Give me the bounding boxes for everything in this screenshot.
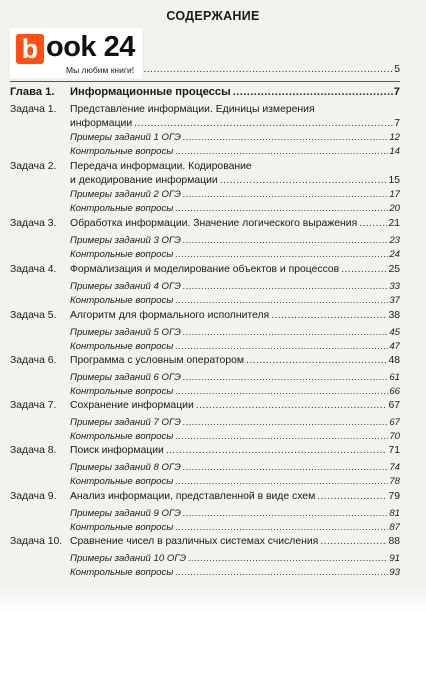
sub-entry-title: Примеры заданий 4 ОГЭ ..... xyxy=(70,280,400,294)
toc-task-row[interactable] xyxy=(0,354,426,368)
sub-entry-page: 74 xyxy=(389,462,400,473)
sub-entry-page: 12 xyxy=(389,132,400,143)
task-label: Задача 5. xyxy=(10,310,57,321)
toc-review-questions-row[interactable] xyxy=(0,521,426,535)
task-title: Поиск информации ..... xyxy=(70,444,400,458)
task-page: 38 xyxy=(388,310,400,321)
chapter-label: Глава 1. xyxy=(10,86,55,98)
toc-task-row[interactable] xyxy=(0,217,426,231)
preface-page: 5 xyxy=(394,64,400,75)
sub-entry-title: Контрольные вопросы ..... xyxy=(70,430,400,444)
task-label: Задача 2. xyxy=(10,161,57,172)
sub-entry-page: 17 xyxy=(389,189,400,200)
task-page: 15 xyxy=(388,175,400,186)
sub-entry-page: 78 xyxy=(389,476,400,487)
page-title: СОДЕРЖАНИЕ xyxy=(166,9,260,23)
task-title: Анализ информации, представленной в виде схем ..... xyxy=(70,490,400,504)
toc-examples-row[interactable] xyxy=(0,461,426,475)
toc-task-row[interactable] xyxy=(0,490,426,504)
task-page: 79 xyxy=(388,491,400,502)
task-title-line2: информации ..... xyxy=(70,117,400,131)
toc-task-row[interactable] xyxy=(0,309,426,323)
sub-entry-page: 66 xyxy=(389,386,400,397)
toc-task-row[interactable] xyxy=(0,444,426,458)
task-title: Формализация и моделирование объектов и процессов ..... xyxy=(70,263,400,277)
chapter-page: 7 xyxy=(393,86,400,98)
task-title: Обработка информации. Значение логического выражения ..... xyxy=(70,217,400,231)
toc-chapter-row[interactable] xyxy=(0,85,426,99)
task-title-line1: Представление информации. Единицы измерения xyxy=(70,104,315,115)
sub-entry-title: Контрольные вопросы ..... xyxy=(70,202,400,216)
task-page: 25 xyxy=(388,264,400,275)
toc-task-row[interactable] xyxy=(0,399,426,413)
sub-entry-title: Примеры заданий 5 ОГЭ ..... xyxy=(70,326,400,340)
toc-examples-row[interactable] xyxy=(0,234,426,248)
toc-review-questions-row[interactable] xyxy=(0,248,426,262)
task-title-line2: и декодирование информации ..... xyxy=(70,174,400,188)
toc-task-row[interactable] xyxy=(0,535,426,549)
sub-entry-title: Контрольные вопросы ..... xyxy=(70,521,400,535)
sub-entry-page: 93 xyxy=(389,567,400,578)
toc-review-questions-row[interactable] xyxy=(0,202,426,216)
sub-entry-page: 67 xyxy=(389,417,400,428)
sub-entry-title: Контрольные вопросы ..... xyxy=(70,145,400,159)
sub-entry-page: 91 xyxy=(389,553,400,564)
toc-review-questions-row[interactable] xyxy=(0,430,426,444)
toc-review-questions-row[interactable] xyxy=(0,475,426,489)
toc-task-row[interactable] xyxy=(0,160,426,174)
sub-entry-title: Контрольные вопросы ..... xyxy=(70,294,400,308)
toc-examples-row[interactable] xyxy=(0,131,426,145)
toc-examples-row[interactable] xyxy=(0,280,426,294)
sub-entry-title: Примеры заданий 7 ОГЭ ..... xyxy=(70,416,400,430)
toc-review-questions-row[interactable] xyxy=(0,294,426,308)
toc-examples-row[interactable] xyxy=(0,326,426,340)
task-label: Задача 6. xyxy=(10,355,57,366)
sub-entry-title: Контрольные вопросы ..... xyxy=(70,248,400,262)
sub-entry-page: 37 xyxy=(389,295,400,306)
sub-entry-title: Примеры заданий 9 ОГЭ ..... xyxy=(70,507,400,521)
sub-entry-title: Примеры заданий 6 ОГЭ ..... xyxy=(70,371,400,385)
task-page: 88 xyxy=(388,536,400,547)
book24-logo xyxy=(10,28,142,78)
sub-entry-title: Контрольные вопросы ..... xyxy=(70,566,400,580)
sub-entry-page: 33 xyxy=(389,281,400,292)
task-page: 71 xyxy=(388,445,400,456)
sub-entry-title: Контрольные вопросы ..... xyxy=(70,385,400,399)
task-page: 67 xyxy=(388,400,400,411)
page-bottom-shadow xyxy=(0,585,426,615)
sub-entry-page: 81 xyxy=(389,508,400,519)
task-label: Задача 1. xyxy=(10,104,57,115)
toc-examples-row[interactable] xyxy=(0,416,426,430)
toc-review-questions-row[interactable] xyxy=(0,385,426,399)
toc-examples-row[interactable] xyxy=(0,371,426,385)
logo-wordmark: ook 24 xyxy=(46,31,135,63)
logo-tagline: Мы любим книги! xyxy=(66,65,135,75)
sub-entry-page: 45 xyxy=(389,327,400,338)
chapter-entry: Информационные процессы ..... xyxy=(70,85,400,99)
task-page: 7 xyxy=(394,118,400,129)
toc-review-questions-row[interactable] xyxy=(0,340,426,354)
task-page: 48 xyxy=(388,355,400,366)
sub-entry-page: 20 xyxy=(389,203,400,214)
sub-entry-page: 47 xyxy=(389,341,400,352)
toc-task-row[interactable] xyxy=(0,103,426,117)
task-label: Задача 8. xyxy=(10,445,57,456)
task-label: Задача 10. xyxy=(10,536,63,547)
task-title-line1: Передача информации. Кодирование xyxy=(70,161,252,172)
sub-entry-title: Примеры заданий 1 ОГЭ ..... xyxy=(70,131,400,145)
sub-entry-page: 70 xyxy=(389,431,400,442)
task-title: Сохранение информации ..... xyxy=(70,399,400,413)
sub-entry-page: 87 xyxy=(389,522,400,533)
sub-entry-title: Примеры заданий 3 ОГЭ ..... xyxy=(70,234,400,248)
sub-entry-title: Контрольные вопросы ..... xyxy=(70,475,400,489)
toc-review-questions-row[interactable] xyxy=(0,566,426,580)
sub-entry-title: Примеры заданий 8 ОГЭ ..... xyxy=(70,461,400,475)
task-title: Программа с условным оператором ..... xyxy=(70,354,400,368)
toc-task-row[interactable] xyxy=(0,263,426,277)
toc-review-questions-row[interactable] xyxy=(0,145,426,159)
sub-entry-page: 14 xyxy=(389,146,400,157)
sub-entry-title: Примеры заданий 2 ОГЭ ..... xyxy=(70,188,400,202)
sub-entry-page: 23 xyxy=(389,235,400,246)
task-label: Задача 4. xyxy=(10,264,57,275)
sub-entry-title: Контрольные вопросы ..... xyxy=(70,340,400,354)
task-label: Задача 9. xyxy=(10,491,57,502)
task-title: Алгоритм для формального исполнителя ..... xyxy=(70,309,400,323)
sub-entry-page: 61 xyxy=(389,372,400,383)
task-label: Задача 3. xyxy=(10,218,57,229)
toc-examples-row[interactable] xyxy=(0,507,426,521)
task-title: Сравнение чисел в различных системах счисления ..... xyxy=(70,535,400,549)
sub-entry-title: Примеры заданий 10 ОГЭ ..... xyxy=(70,552,400,566)
toc-examples-row[interactable] xyxy=(0,552,426,566)
task-label: Задача 7. xyxy=(10,400,57,411)
toc-task-row-continued[interactable] xyxy=(0,174,426,188)
toc-task-row-continued[interactable] xyxy=(0,117,426,131)
logo-badge: b xyxy=(16,34,44,64)
toc-examples-row[interactable] xyxy=(0,188,426,202)
task-page: 21 xyxy=(388,218,400,229)
divider xyxy=(10,81,400,82)
sub-entry-page: 24 xyxy=(389,249,400,260)
